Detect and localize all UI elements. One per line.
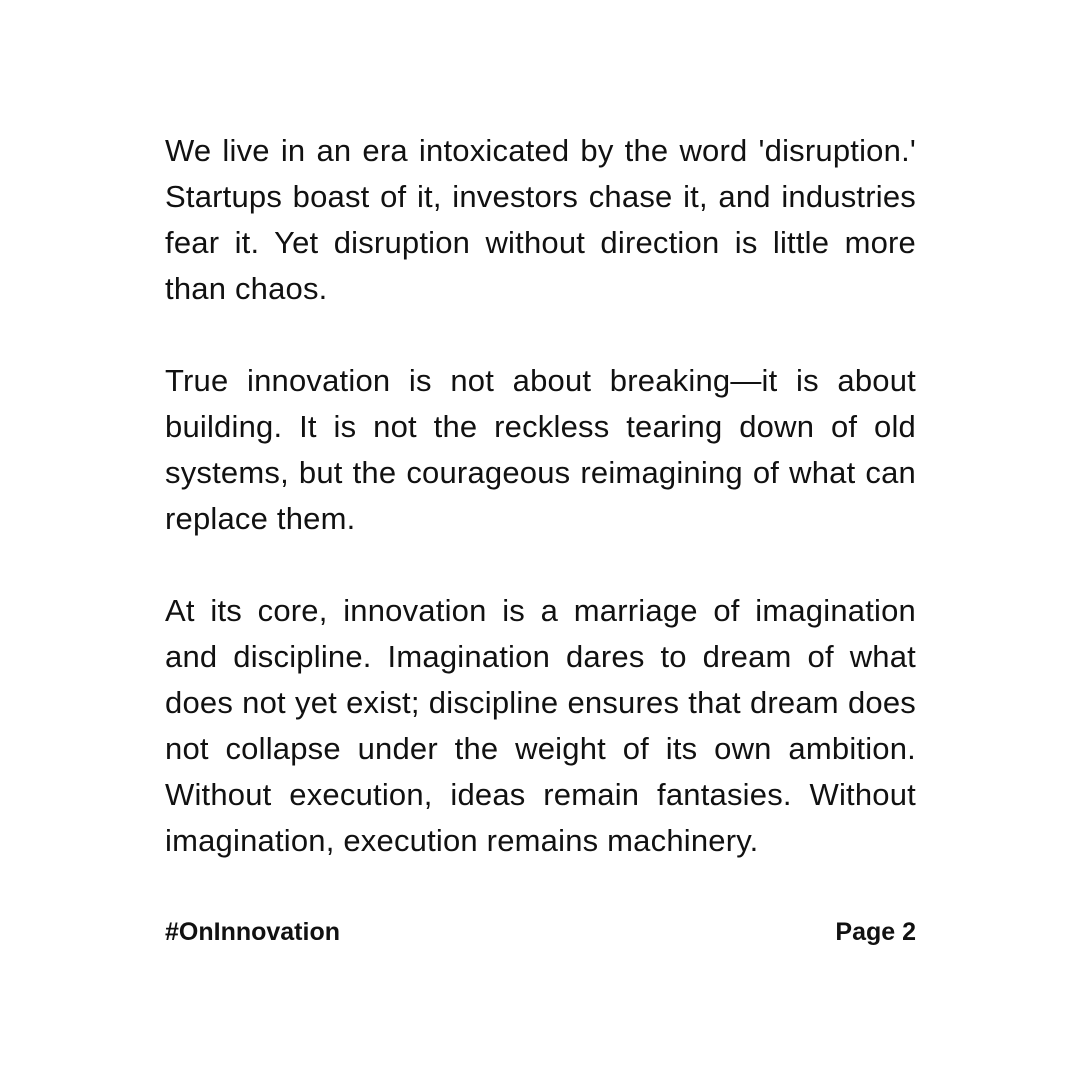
page-number: Page 2 [835, 918, 916, 946]
page-footer [165, 918, 916, 947]
paragraph-3: At its core, innovation is a marriage of imagination and discipline. Imagination dares to dream of what does not yet exist; discipline ensures that dream does not collapse under the weight of its own ambition. Without execution, ideas remain fantasies. Without imagination, execution remains machinery. [165, 593, 916, 858]
essay-body [165, 128, 916, 864]
paragraph-2: True innovation is not about breaking—it is about building. It is not the reckless tearing down of old systems, but the courageous reimagining of what can replace them. [165, 363, 916, 536]
paragraph-1: We live in an era intoxicated by the word 'disruption.' Startups boast of it, investors chase it, and industries fear it. Yet disruption without direction is little more than chaos. [165, 133, 916, 306]
hashtag-label: #OnInnovation [165, 918, 340, 946]
